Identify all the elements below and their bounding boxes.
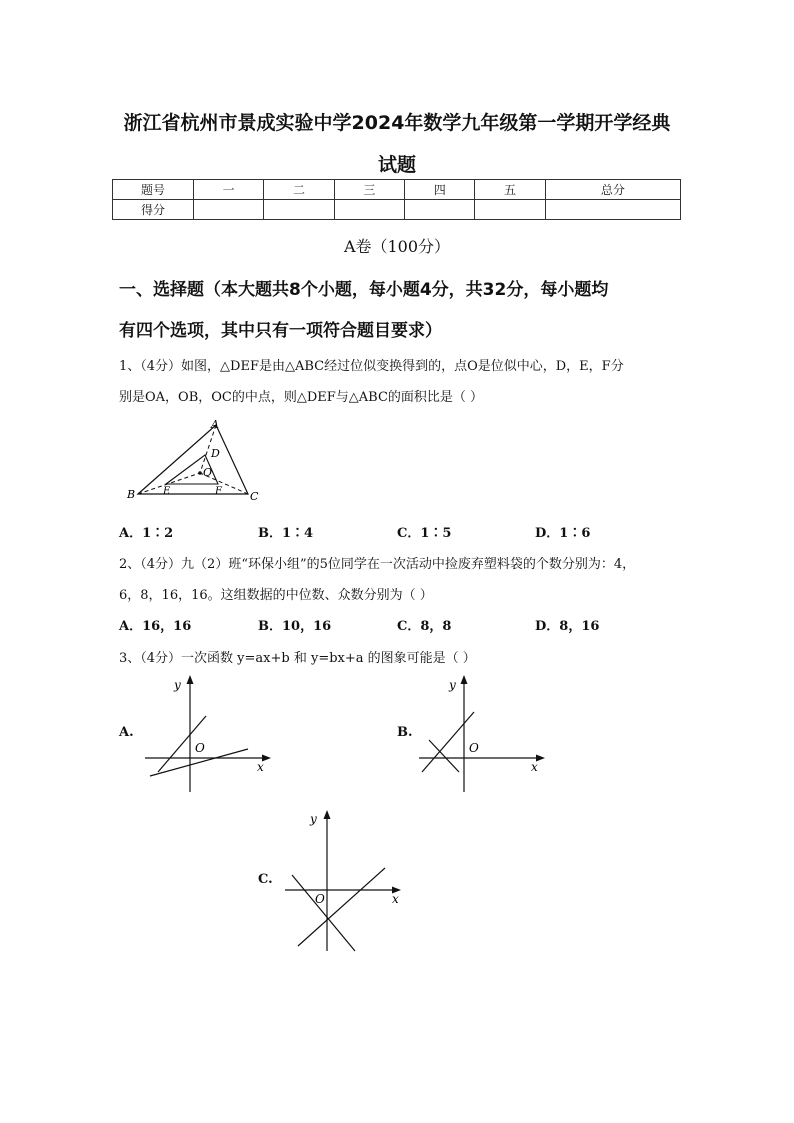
label-D: D	[211, 447, 220, 460]
score-table-cell: 得分	[113, 200, 194, 220]
label-C: C	[250, 490, 259, 503]
question-1-line2: 别是OA，OB，OC的中点，则△DEF与△ABC的面积比是（ ）	[119, 390, 484, 405]
q2-option-a[interactable]: A．16，16	[119, 619, 192, 634]
score-table-cell: 题号	[113, 180, 194, 200]
origin-label: O	[195, 741, 205, 755]
section-heading-line2: 有四个选项，其中只有一项符合题目要求）	[119, 321, 442, 341]
q1-option-c[interactable]: C．1∶5	[397, 526, 452, 541]
score-table-cell: 四	[405, 180, 475, 200]
label-O: O	[203, 466, 213, 479]
x-axis-label: x	[392, 892, 399, 906]
label-F: F	[215, 486, 222, 497]
label-A: A	[211, 418, 219, 431]
score-table-cell: 一	[194, 180, 264, 200]
score-table-cell: 五	[475, 180, 545, 200]
score-input-cell[interactable]	[264, 200, 334, 220]
x-axis-label: x	[257, 760, 264, 774]
q1-option-a[interactable]: A．1∶2	[119, 526, 174, 541]
q2-option-d[interactable]: D．8，16	[535, 619, 600, 634]
q1-option-b[interactable]: B．1∶4	[258, 526, 314, 541]
score-input-cell[interactable]	[545, 200, 680, 220]
x-axis-label: x	[531, 760, 538, 774]
q2-option-b[interactable]: B．10，16	[258, 619, 332, 634]
volume-heading: A卷（100分）	[343, 237, 451, 256]
section-heading-line1: 一、选择题（本大题共8个小题，每小题4分，共32分，每小题均	[119, 280, 609, 300]
score-table-cell: 二	[264, 180, 334, 200]
question-1-line1: 1、（4分）如图，△DEF是由△ABC经过位似变换得到的，点O是位似中心，D，E，F分	[119, 359, 624, 374]
y-axis-label: y	[449, 678, 456, 692]
score-table-cell: 总分	[545, 180, 680, 200]
label-E: E	[163, 486, 171, 497]
score-table-score-row	[113, 200, 681, 220]
question-2-line2: 6，8，16，16。这组数据的中位数、众数分别为（ ）	[119, 588, 433, 603]
score-input-cell[interactable]	[405, 200, 475, 220]
score-input-cell[interactable]	[334, 200, 404, 220]
score-input-cell[interactable]	[475, 200, 545, 220]
question-2-line1: 2、（4分）九（2）班“环保小组”的5位同学在一次活动中捡废弃塑料袋的个数分别为：4，	[119, 557, 636, 572]
y-axis-label: y	[174, 678, 181, 692]
score-table-cell: 三	[334, 180, 404, 200]
y-axis-label: y	[310, 812, 317, 826]
q2-option-c[interactable]: C．8，8	[397, 619, 452, 634]
document-title-line2: 试题	[377, 154, 416, 176]
origin-label: O	[469, 741, 479, 755]
question-3-line: 3、（4分）一次函数 y=ax+b 和 y=bx+a 的图象可能是（ ）	[119, 651, 476, 666]
label-B: B	[127, 488, 136, 501]
q3-graph-b[interactable]	[414, 672, 554, 797]
q3-option-a-label[interactable]: A.	[119, 725, 134, 740]
q3-option-c-label[interactable]: C.	[258, 872, 273, 887]
triangle-figure	[118, 416, 268, 508]
document-title-line1: 浙江省杭州市景成实验中学2024年数学九年级第一学期开学经典	[123, 112, 671, 134]
q3-option-b-label[interactable]: B.	[397, 725, 413, 740]
score-input-cell[interactable]	[194, 200, 264, 220]
score-table	[112, 179, 681, 220]
score-table-header-row	[113, 180, 681, 200]
q1-option-d[interactable]: D．1∶6	[535, 526, 591, 541]
q3-graph-c[interactable]	[280, 806, 420, 956]
q3-graph-a[interactable]	[140, 672, 280, 797]
origin-label: O	[315, 892, 325, 906]
